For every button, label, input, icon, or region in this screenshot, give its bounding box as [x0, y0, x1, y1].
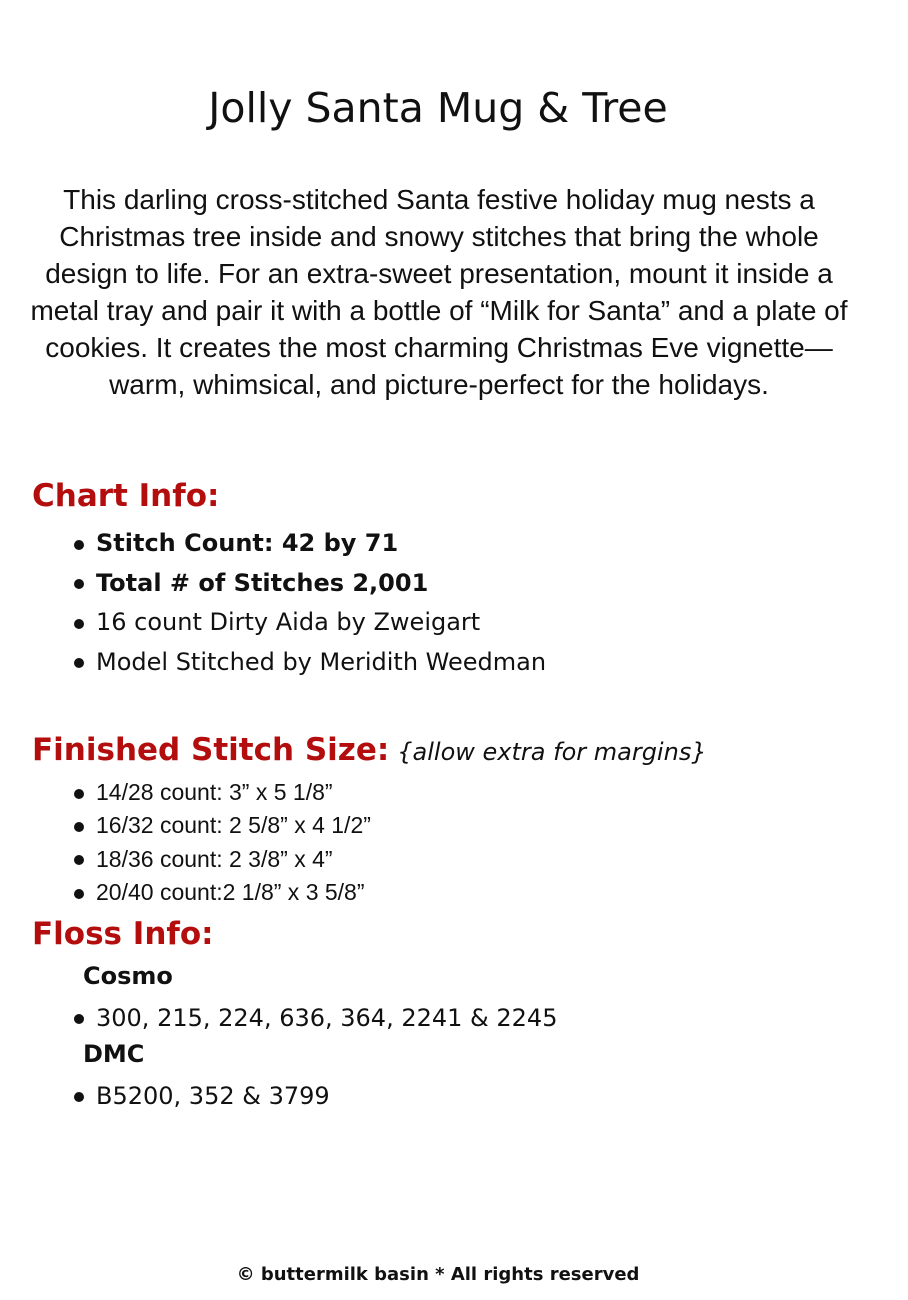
list-item-dmc-colors: B5200, 352 & 3799 [74, 1078, 330, 1114]
copyright-footer: © buttermilk basin * All rights reserved [236, 1264, 640, 1285]
list-item-total-stitches: Total # of Stitches 2,001 [74, 564, 546, 604]
dmc-floss-list [74, 1078, 330, 1114]
finished-size-heading [32, 732, 707, 768]
list-item-size-14: 14/28 count: 3” x 5 1/8” [74, 776, 371, 809]
list-item-size-20: 20/40 count:2 1/8” x 3 5/8” [74, 876, 371, 909]
list-item-cosmo-colors: 300, 215, 224, 636, 364, 2241 & 2245 [74, 1000, 557, 1036]
description-paragraph: This darling cross-stitched Santa festive holiday mug nests a Christmas tree inside and snowy stitches that bring the whole design to life. For an extra-sweet presentation, mount it inside a metal tray and pair it with a bottle of “Milk for Santa” and a plate of cookies. It creates the most charming Christmas Eve vignette—warm, whimsical, and picture-perfect for the holidays. [30, 184, 848, 400]
list-item-model-stitcher: Model Stitched by Meridith Weedman [74, 643, 546, 683]
list-item-stitch-count: Stitch Count: 42 by 71 [74, 524, 546, 564]
list-item-size-18: 18/36 count: 2 3/8” x 4” [74, 843, 371, 876]
floss-info-heading: Floss Info: [32, 916, 214, 952]
chart-info-list [74, 524, 546, 682]
finished-size-heading-text: Finished Stitch Size: [32, 732, 390, 768]
dmc-label: DMC [83, 1040, 145, 1068]
chart-info-heading: Chart Info: [32, 478, 220, 514]
page-title: Jolly Santa Mug & Tree [208, 84, 668, 132]
finished-size-list [74, 776, 371, 909]
list-item-fabric: 16 count Dirty Aida by Zweigart [74, 603, 546, 643]
cosmo-floss-list [74, 1000, 557, 1036]
list-item-size-16: 16/32 count: 2 5/8” x 4 1/2” [74, 809, 371, 842]
cosmo-label: Cosmo [83, 962, 173, 990]
margins-note: {allow extra for margins} [397, 738, 707, 766]
